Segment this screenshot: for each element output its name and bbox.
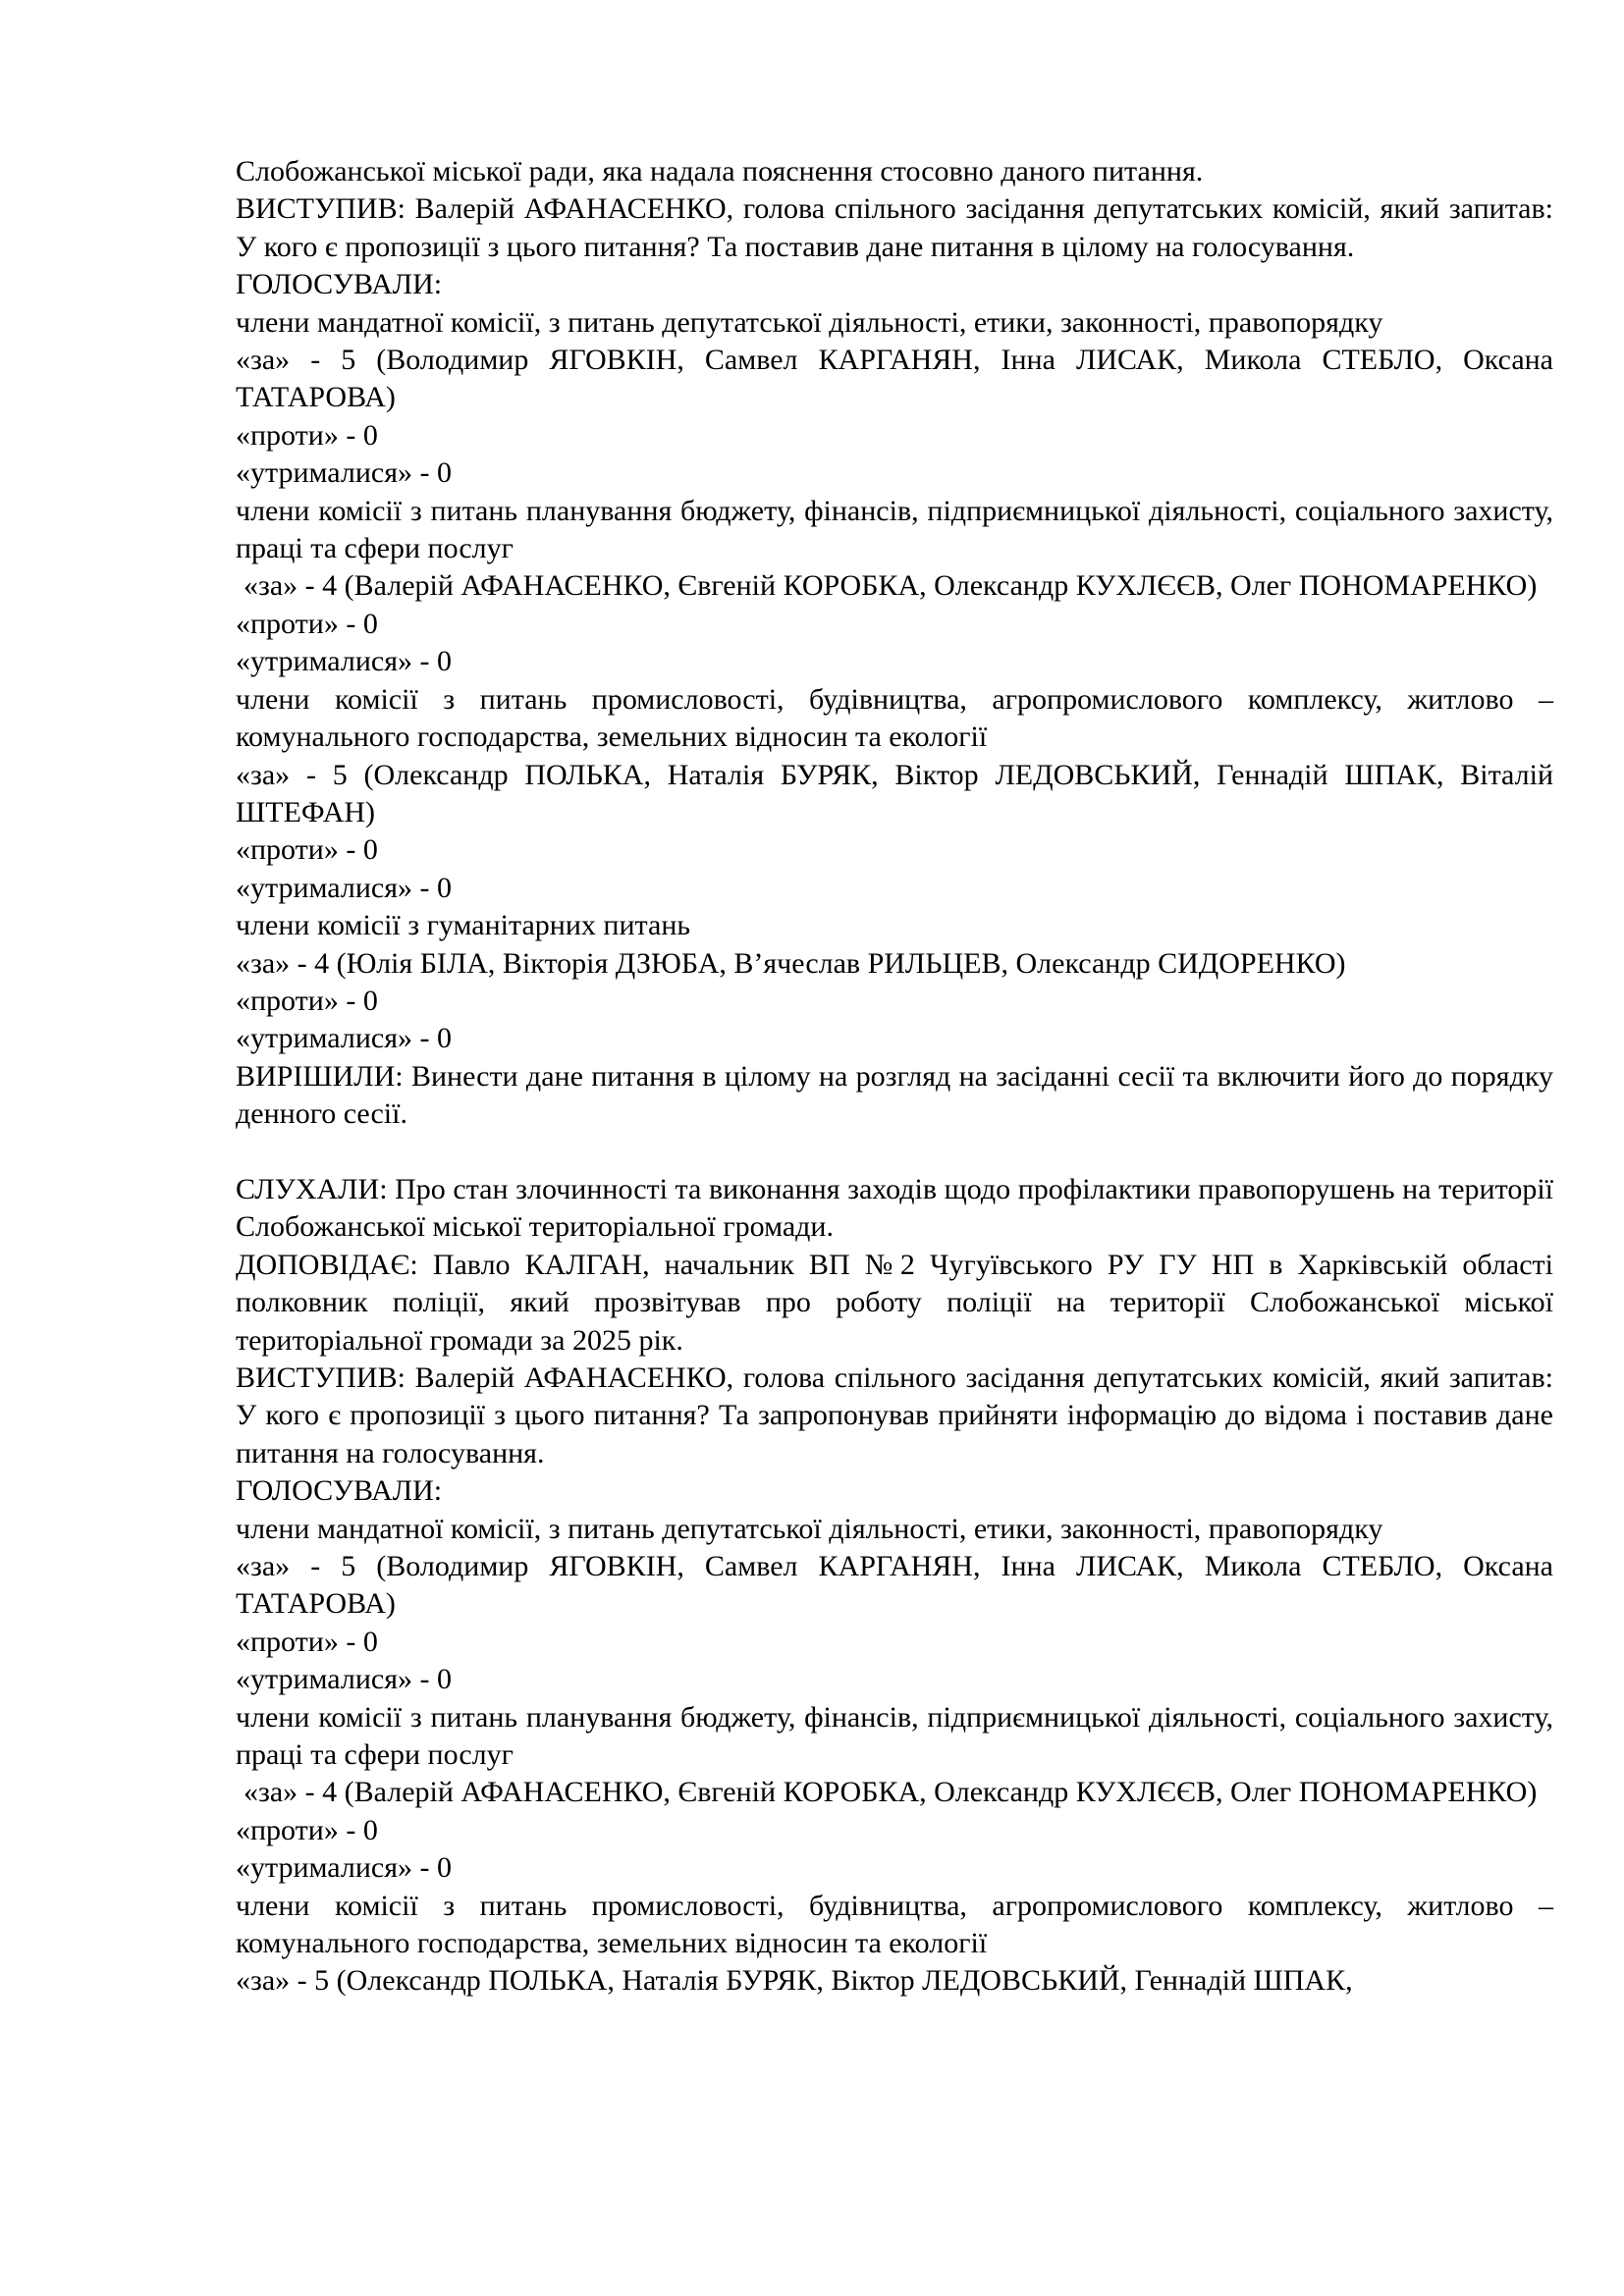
paragraph-vote-abstained: «утрималися» - 0 (236, 1022, 453, 1055)
paragraph-vote-for: «за» - 5 (Олександр ПОЛЬКА, Наталія БУРЯК, Віктор ЛЕДОВСЬКИЙ, Геннадій ШПАК, Віталій ШТЕФАН) (236, 758, 1553, 828)
paragraph-vote-against: «проти» - 0 (236, 1625, 378, 1658)
paragraph-vote-against: «проти» - 0 (236, 607, 378, 640)
paragraph-voting-heading: ГОЛОСУВАЛИ: (236, 268, 443, 301)
paragraph-committee: члени комісії з питань промисловості, будівництва, агропромислового комплексу, житлово – комунального господарства, земельних відносин та екології (236, 682, 1553, 754)
paragraph-vote-for: «за» - 5 (Олександр ПОЛЬКА, Наталія БУРЯК, Віктор ЛЕДОВСЬКИЙ, Геннадій ШПАК, (236, 1964, 1353, 1998)
paragraph-vote-for: «за» - 5 (Володимир ЯГОВКІН, Самвел КАРГАНЯН, Інна ЛИСАК, Микола СТЕБЛО, Оксана ТАТАРОВА) (236, 1550, 1553, 1621)
paragraph-committee: члени комісії з питань планування бюджету, фінансів, підприємницької діяльності, соціального захисту, праці та сфери послуг (236, 494, 1553, 565)
paragraph-voting-heading: ГОЛОСУВАЛИ: (236, 1474, 443, 1508)
paragraph-committee: члени комісії з питань планування бюджету, фінансів, підприємницької діяльності, соціального захисту, праці та сфери послуг (236, 1700, 1553, 1772)
paragraph-vote-for: «за» - 4 (Валерій АФАНАСЕНКО, Євгеній КОРОБКА, Олександр КУХЛЄЄВ, Олег ПОНОМАРЕНКО) (244, 1776, 1538, 1809)
paragraph-vote-for: «за» - 4 (Юлія БІЛА, Вікторія ДЗЮБА, В’ячеслав РИЛЬЦЕВ, Олександр СИДОРЕНКО) (236, 946, 1346, 980)
paragraph-vote-against: «проти» - 0 (236, 1813, 378, 1846)
paragraph-speaker: ВИСТУПИВ: Валерій АФАНАСЕНКО, голова спільного засідання депутатських комісій, який запитав: У кого є пропозиції з цього питання? Та запропонував прийняти інформацію до відома і поставив дане питання на голосування. (236, 1361, 1553, 1469)
paragraph-vote-for: «за» - 4 (Валерій АФАНАСЕНКО, Євгеній КОРОБКА, Олександр КУХЛЄЄВ, Олег ПОНОМАРЕНКО) (244, 569, 1538, 603)
paragraph-vote-for: «за» - 5 (Володимир ЯГОВКІН, Самвел КАРГАНЯН, Інна ЛИСАК, Микола СТЕБЛО, Оксана ТАТАРОВА) (236, 344, 1553, 414)
paragraph-vote-abstained: «утрималися» - 0 (236, 645, 453, 678)
paragraph-vote-against: «проти» - 0 (236, 984, 378, 1017)
document-page (236, 153, 1553, 2001)
paragraph-committee: члени мандатної комісії, з питань депутатської діяльності, етики, законності, правопорядку (236, 305, 1383, 339)
paragraph-committee: члени комісії з гуманітарних питань (236, 909, 691, 942)
paragraph-vote-against: «проти» - 0 (236, 418, 378, 452)
paragraph-speaker: ВИСТУПИВ: Валерій АФАНАСЕНКО, голова спільного засідання депутатських комісій, який запитав: У кого є пропозиції з цього питання? Та поставив дане питання в цілому на голосування. (236, 192, 1553, 263)
paragraph-report: ДОПОВІДАЄ: Павло КАЛГАН, начальник ВП №2 Чугуївського РУ ГУ НП в Харківській області полковник поліції, який прозвітував про роботу поліції на території Слобожанської міської територіальної громади за 2025 рік. (236, 1248, 1553, 1357)
paragraph-vote-abstained: «утрималися» - 0 (236, 871, 453, 904)
paragraph-vote-against: «проти» - 0 (236, 833, 378, 867)
paragraph-vote-abstained: «утрималися» - 0 (236, 1851, 453, 1885)
paragraph-vote-abstained: «утрималися» - 0 (236, 456, 453, 490)
paragraph-vote-abstained: «утрималися» - 0 (236, 1663, 453, 1696)
paragraph-committee: члени комісії з питань промисловості, будівництва, агропромислового комплексу, житлово – комунального господарства, земельних відносин та екології (236, 1889, 1553, 1960)
paragraph-committee: члени мандатної комісії, з питань депутатської діяльності, етики, законності, правопорядку (236, 1512, 1383, 1545)
paragraph-decision: ВИРІШИЛИ: Винести дане питання в цілому на розгляд на засіданні сесії та включити його до порядку денного сесії. (236, 1059, 1553, 1131)
blank-line (236, 1134, 1553, 1171)
paragraph-heard: СЛУХАЛИ: Про стан злочинності та виконання заходів щодо профілактики правопорушень на території Слобожанської міської територіальної громади. (236, 1172, 1553, 1244)
paragraph: Слобожанської міської ради, яка надала пояснення стосовно даного питання. (236, 155, 1204, 187)
